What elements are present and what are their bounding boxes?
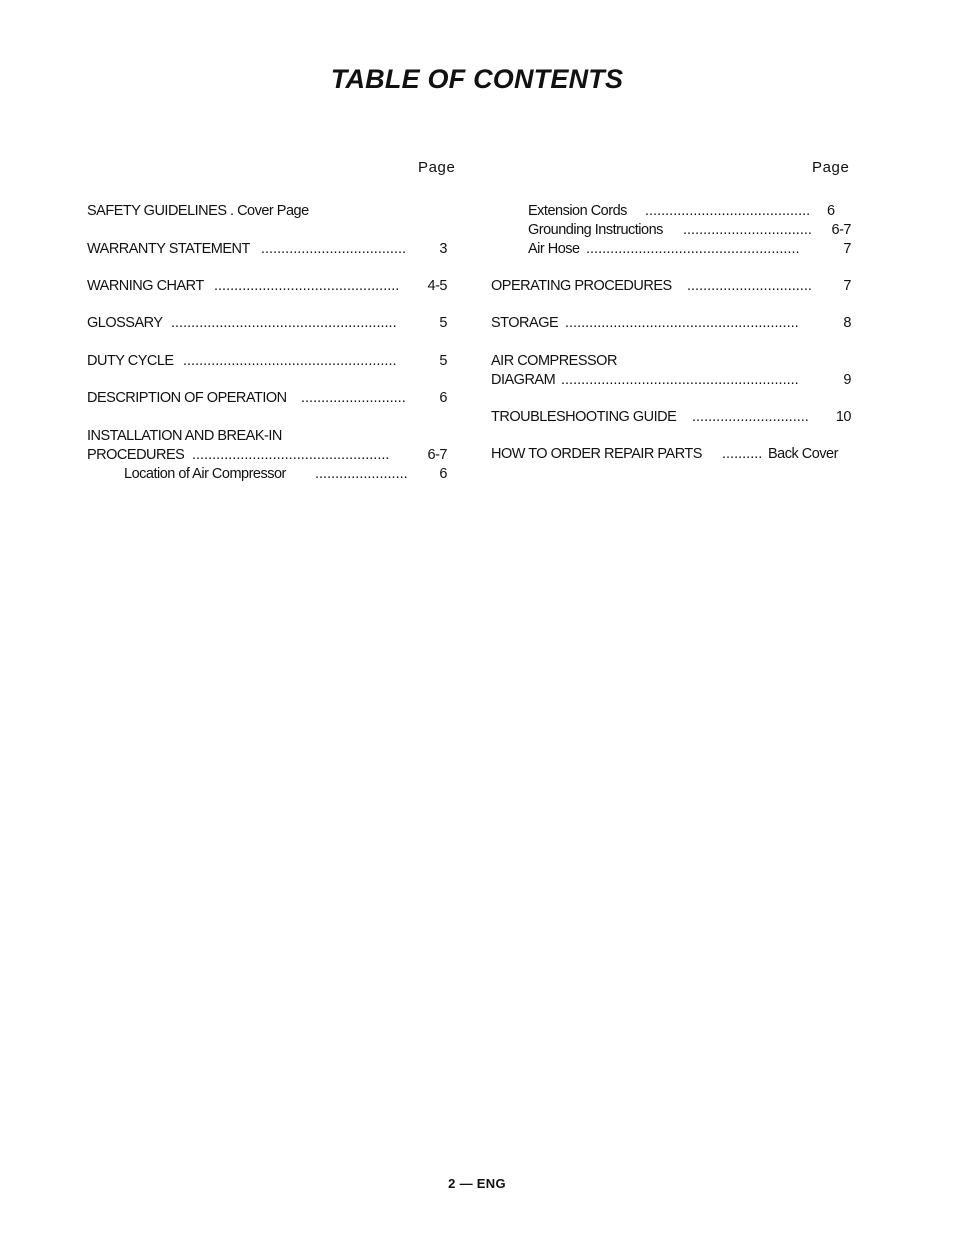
leader-dots: .................................... — [261, 241, 407, 257]
leader-dots: ..................................................... — [183, 353, 397, 369]
page-column-heading-right: Page — [812, 159, 850, 176]
toc-entry-glossary[interactable] — [87, 314, 447, 333]
toc-entry-page: 6-7 — [831, 222, 851, 238]
toc-entry-page: 7 — [843, 278, 851, 294]
toc-entry-label: PROCEDURES — [87, 447, 185, 463]
toc-entry-page: 6 — [439, 390, 447, 406]
toc-entry-page: 6-7 — [427, 447, 447, 463]
toc-entry-page: 9 — [843, 372, 851, 388]
toc-entry-label: WARNING CHART — [87, 278, 204, 294]
toc-entry-label: Location of Air Compressor — [124, 466, 286, 482]
toc-entry-page: 5 — [439, 353, 447, 369]
toc-entry-label: DUTY CYCLE — [87, 353, 174, 369]
toc-entry-page: 8 — [843, 315, 851, 331]
toc-entry-troubleshooting-guide[interactable] — [491, 408, 851, 427]
page-footer: 2 — ENG — [448, 1176, 506, 1191]
toc-entry-label: DIAGRAM — [491, 372, 556, 388]
toc-entry-label: WARRANTY STATEMENT — [87, 241, 250, 257]
leader-dots: ........................................................ — [171, 315, 397, 331]
toc-entry-label: DESCRIPTION OF OPERATION — [87, 390, 287, 406]
leader-dots: .......... — [722, 446, 763, 462]
toc-entry-subsections[interactable] — [491, 202, 851, 259]
toc-entry-safety-guidelines[interactable] — [87, 202, 309, 221]
toc-entry-air-compressor-diagram[interactable] — [491, 352, 851, 390]
toc-entry-how-to-order-repair-parts[interactable] — [491, 445, 851, 464]
toc-entry-storage[interactable] — [491, 314, 851, 333]
leader-dots: ......................................... — [645, 203, 811, 219]
leader-dots: ................................................. — [192, 447, 390, 463]
leader-dots: ....................... — [315, 466, 408, 482]
toc-entry-label: AIR COMPRESSOR — [491, 353, 617, 369]
toc-entry-label: GLOSSARY — [87, 315, 163, 331]
toc-entry-duty-cycle[interactable] — [87, 352, 447, 371]
toc-entry-label: Extension Cords — [528, 203, 627, 219]
toc-entry-operating-procedures[interactable] — [491, 277, 851, 296]
toc-entry-page: 3 — [439, 241, 447, 257]
toc-entry-label: INSTALLATION AND BREAK-IN — [87, 428, 282, 444]
leader-dots: ..................................................... — [586, 241, 800, 257]
toc-entry-page: 7 — [843, 241, 851, 257]
toc-entry-label: SAFETY GUIDELINES . Cover Page — [87, 203, 309, 219]
toc-entry-label: OPERATING PROCEDURES — [491, 278, 672, 294]
leader-dots: ........................................................... — [561, 372, 799, 388]
toc-entry-page: Back Cover — [768, 446, 838, 462]
toc-entry-page: 4-5 — [427, 278, 447, 294]
leader-dots: .............................................. — [214, 278, 400, 294]
toc-entry-page: 10 — [835, 409, 851, 425]
toc-entry-description-of-operation[interactable] — [87, 389, 447, 408]
toc-entry-label: Grounding Instructions — [528, 222, 663, 238]
toc-entry-page: 6 — [827, 203, 835, 219]
toc-entry-label: TROUBLESHOOTING GUIDE — [491, 409, 677, 425]
toc-entry-warranty-statement[interactable] — [87, 240, 447, 259]
page-column-heading-left: Page — [418, 159, 456, 176]
toc-entry-page: 5 — [439, 315, 447, 331]
toc-entry-label: HOW TO ORDER REPAIR PARTS — [491, 446, 702, 462]
toc-entry-page: 6 — [439, 466, 447, 482]
leader-dots: ................................ — [683, 222, 812, 238]
toc-entry-label: Air Hose — [528, 241, 580, 257]
toc-entry-installation-and-break-in[interactable] — [87, 427, 447, 484]
leader-dots: ............................... — [687, 278, 812, 294]
leader-dots: ............................. — [692, 409, 809, 425]
page-title: TABLE OF CONTENTS — [330, 64, 624, 94]
leader-dots: .......................... — [301, 390, 406, 406]
toc-entry-warning-chart[interactable] — [87, 277, 447, 296]
leader-dots: .......................................................... — [565, 315, 799, 331]
toc-entry-label: STORAGE — [491, 315, 559, 331]
